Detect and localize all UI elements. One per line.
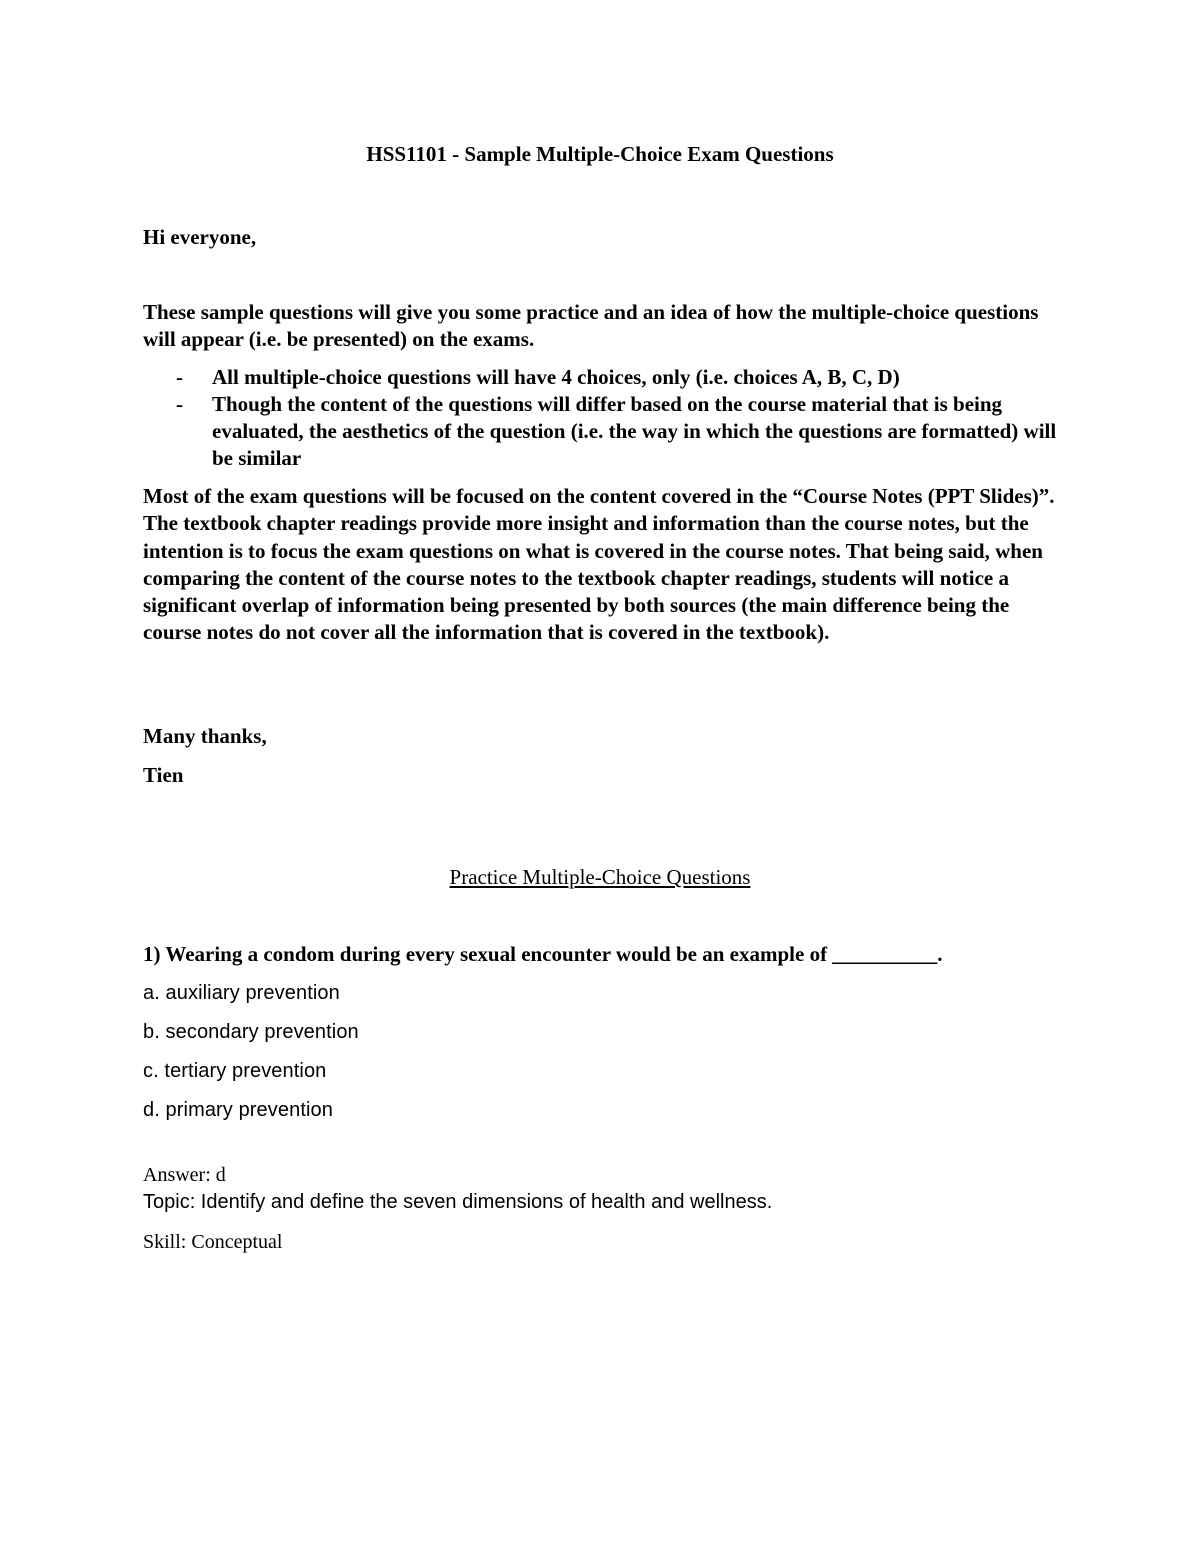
bullet-item <box>143 391 1063 472</box>
bullet-text: Though the content of the questions will differ based on the course material that is being evaluated, the aesthetics of the question (i.e. the way in which the questions are formatted) will be similar <box>212 392 1057 470</box>
answer-choice-c: c. tertiary prevention <box>143 1060 327 1082</box>
question-text: 1) Wearing a condom during every sexual encounter would be an example of __________. <box>143 942 943 966</box>
bullet-item <box>143 364 1063 391</box>
question-topic: Topic: Identify and define the seven dimensions of health and wellness. <box>143 1191 773 1213</box>
bullet-marker: - <box>176 392 183 416</box>
answer-choice-a: a. auxiliary prevention <box>143 982 340 1004</box>
bullet-list <box>143 364 1063 472</box>
bullet-marker: - <box>176 365 183 389</box>
signature: Tien <box>143 763 184 787</box>
answer-choice-b: b. secondary prevention <box>143 1021 359 1043</box>
intro-paragraph: These sample questions will give you some practice and an idea of how the multiple-choice questions will appear (i.e. be presented) on the exams. <box>143 300 1039 351</box>
answer-choice-d: d. primary prevention <box>143 1099 333 1121</box>
bullet-text: All multiple-choice questions will have 4 choices, only (i.e. choices A, B, C, D) <box>212 365 900 389</box>
answer-key: Answer: d <box>143 1164 226 1186</box>
question-skill: Skill: Conceptual <box>143 1231 283 1253</box>
greeting: Hi everyone, <box>143 225 257 249</box>
main-paragraph: Most of the exam questions will be focused on the content covered in the “Course Notes (PPT Slides)”. The textbook chapter readings provide more insight and information than the course notes, but the intention is to focus the exam questions on what is covered in the course notes. That being said, when comparing the content of the course notes to the textbook chapter readings, students will notice a significant overlap of information being presented by both sources (the main difference being the course notes do not cover all the information that is covered in the textbook). <box>143 484 1055 645</box>
document-title: HSS1101 - Sample Multiple-Choice Exam Questions <box>366 142 834 166</box>
section-heading: Practice Multiple-Choice Questions <box>449 865 751 889</box>
closing-line: Many thanks, <box>143 724 267 748</box>
